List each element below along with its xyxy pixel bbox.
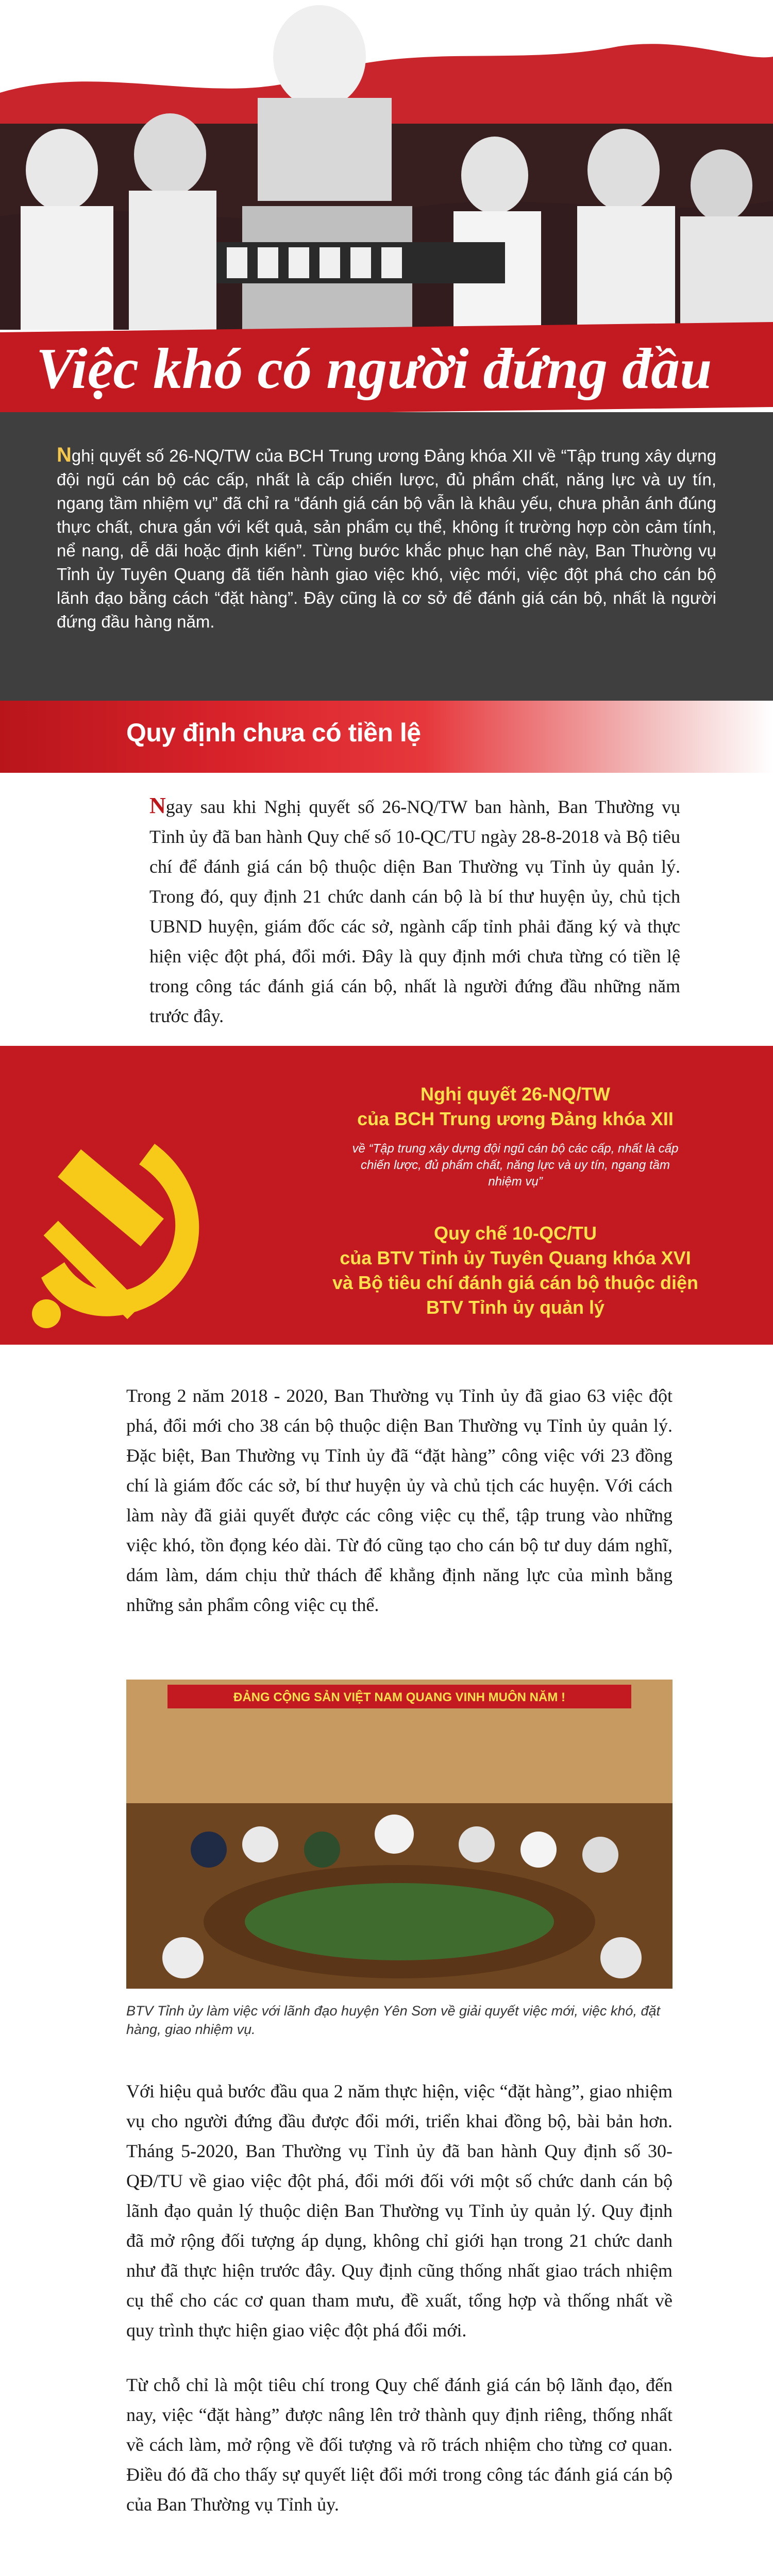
section-title: Quy định chưa có tiền lệ — [126, 718, 421, 747]
hero-banner — [0, 0, 773, 330]
regulation-10-block — [320, 1221, 711, 1320]
p1-text: gay sau khi Nghị quyết số 26-NQ/TW ban hành, Ban Thường vụ Tỉnh ủy đã ban hành Quy chế số 10-QC/TU ngày 28-8-2018 và Bộ tiêu chí để đánh giá cán bộ thuộc diện Ban Thường vụ Tỉnh ủy quản lý. Trong đó, quy định 21 chức danh cán bộ là bí thư huyện ủy, chủ tịch UBND huyện, giám đốc các sở, ngành cấp tỉnh phải đăng ký và thực hiện việc đột phá, đổi mới. Đây là quy định mới chưa từng có tiền lệ trong công tác đánh giá cán bộ, nhất là người đứng đầu những năm trước đây. — [149, 796, 680, 1026]
resolution-26-title: Nghị quyết 26-NQ/TW của BCH Trung ương Đảng khóa XII — [357, 1083, 674, 1129]
meeting-photo — [126, 1680, 673, 1989]
intro-paragraph — [57, 443, 716, 634]
body-paragraph-1 — [149, 791, 680, 1031]
regulation-10-title: Quy chế 10-QC/TU của BTV Tỉnh ủy Tuyên Quang khóa XVI và Bộ tiêu chí đánh giá cán bộ thuộc diện BTV Tỉnh ủy quản lý — [332, 1223, 699, 1318]
photo-caption: BTV Tỉnh ủy làm việc với lãnh đạo huyện Yên Sơn về giải quyết việc mới, việc khó, đặt hàng, giao nhiệm vụ. — [126, 2003, 660, 2037]
intro-dropcap: N — [57, 444, 72, 466]
photo-banner-text: ĐẢNG CỘNG SẢN VIỆT NAM QUANG VINH MUÔN NĂM ! — [233, 1690, 565, 1704]
body-paragraph-3: Với hiệu quả bước đầu qua 2 năm thực hiện, việc “đặt hàng”, giao nhiệm vụ cho người đứng đầu được đổi mới, triển khai đồng bộ, bài bản hơn. Tháng 5-2020, Ban Thường vụ Tỉnh ủy đã ban hành Quy định số 30-QĐ/TU về giao việc đột phá, đổi mới đối với một số chức danh cán bộ lãnh đạo quản lý thuộc diện Ban Thường vụ Tỉnh ủy quản lý. Quy định đã mở rộng đối tượng áp dụng, không chỉ giới hạn trong 21 chức danh như đã thực hiện trước đây. Quy định cũng thống nhất giao trách nhiệm cụ thể cho các cơ quan tham mưu, đề xuất, tổng hợp và thống nhất về quy trình thực hiện giao việc đột phá đổi mới. — [126, 2081, 673, 2341]
resolution-banner — [0, 1046, 773, 1345]
resolution-26-block — [320, 1082, 711, 1190]
meeting-photo-illustration — [126, 1680, 673, 1989]
p1-dropcap: N — [149, 793, 166, 818]
body-paragraph-4: Từ chỗ chỉ là một tiêu chí trong Quy chế đánh giá cán bộ lãnh đạo, đến nay, việc “đặt hàng” được nâng lên trở thành quy định riêng, thống nhất về cách làm, mở rộng về đối tượng và rõ trách nhiệm cho từng cơ quan. Điều đó đã cho thấy sự quyết liệt đổi mới trong công tác đánh giá cán bộ của Ban Thường vụ Tỉnh ủy. — [126, 2375, 673, 2515]
intro-text: ghị quyết số 26-NQ/TW của BCH Trung ương Đảng khóa XII về “Tập trung xây dựng đội ngũ cán bộ các cấp, nhất là cấp chiến lược, đủ phẩm chất, năng lực và uy tín, ngang tầm nhiệm vụ” đã chỉ ra “đánh giá cán bộ vẫn là khâu yếu, chưa phản ánh đúng thực chất, chưa gắn với kết quả, sản phẩm cụ thể, không ít trường hợp còn cảm tính, nể nang, dễ dãi hoặc định kiến”. Từng bước khắc phục hạn chế này, Ban Thường vụ Tỉnh ủy Tuyên Quang đã tiến hành giao việc khó, việc mới, việc đột phá cho cán bộ lãnh đạo bằng cách “đặt hàng”. Đây cũng là cơ sở để đánh giá cán bộ, nhất là người đứng đầu hàng năm. — [57, 446, 716, 631]
hero-title-banner — [0, 322, 773, 417]
hero-illustration — [0, 0, 773, 330]
hero-title: Việc khó có người đứng đầu — [36, 337, 712, 401]
intro-section — [0, 412, 773, 701]
body-paragraph-2: Trong 2 năm 2018 - 2020, Ban Thường vụ Tỉnh ủy đã giao 63 việc đột phá, đổi mới cho 38 cán bộ thuộc diện Ban Thường vụ Tỉnh ủy quản lý. Đặc biệt, Ban Thường vụ Tỉnh ủy đã “đặt hàng” công việc với 23 đồng chí là giám đốc các sở, bí thư huyện ủy và chủ tịch các huyện. Với cách làm này đã giải quyết được các công việc cụ thể, tập trung vào những việc khó, tồn đọng kéo dài. Từ đó cũng tạo cho cán bộ tư duy dám nghĩ, dám làm, dám chịu thử thách để khẳng định năng lực của mình bằng những sản phẩm công việc cụ thể. — [126, 1385, 673, 1615]
hammer-sickle-icon — [21, 1123, 216, 1329]
resolution-26-subtitle: về “Tập trung xây dựng đội ngũ cán bộ các cấp, nhất là cấp chiến lược, đủ phẩm chất, năng lực và uy tín, ngang tầm nhiệm vụ” — [352, 1142, 679, 1189]
